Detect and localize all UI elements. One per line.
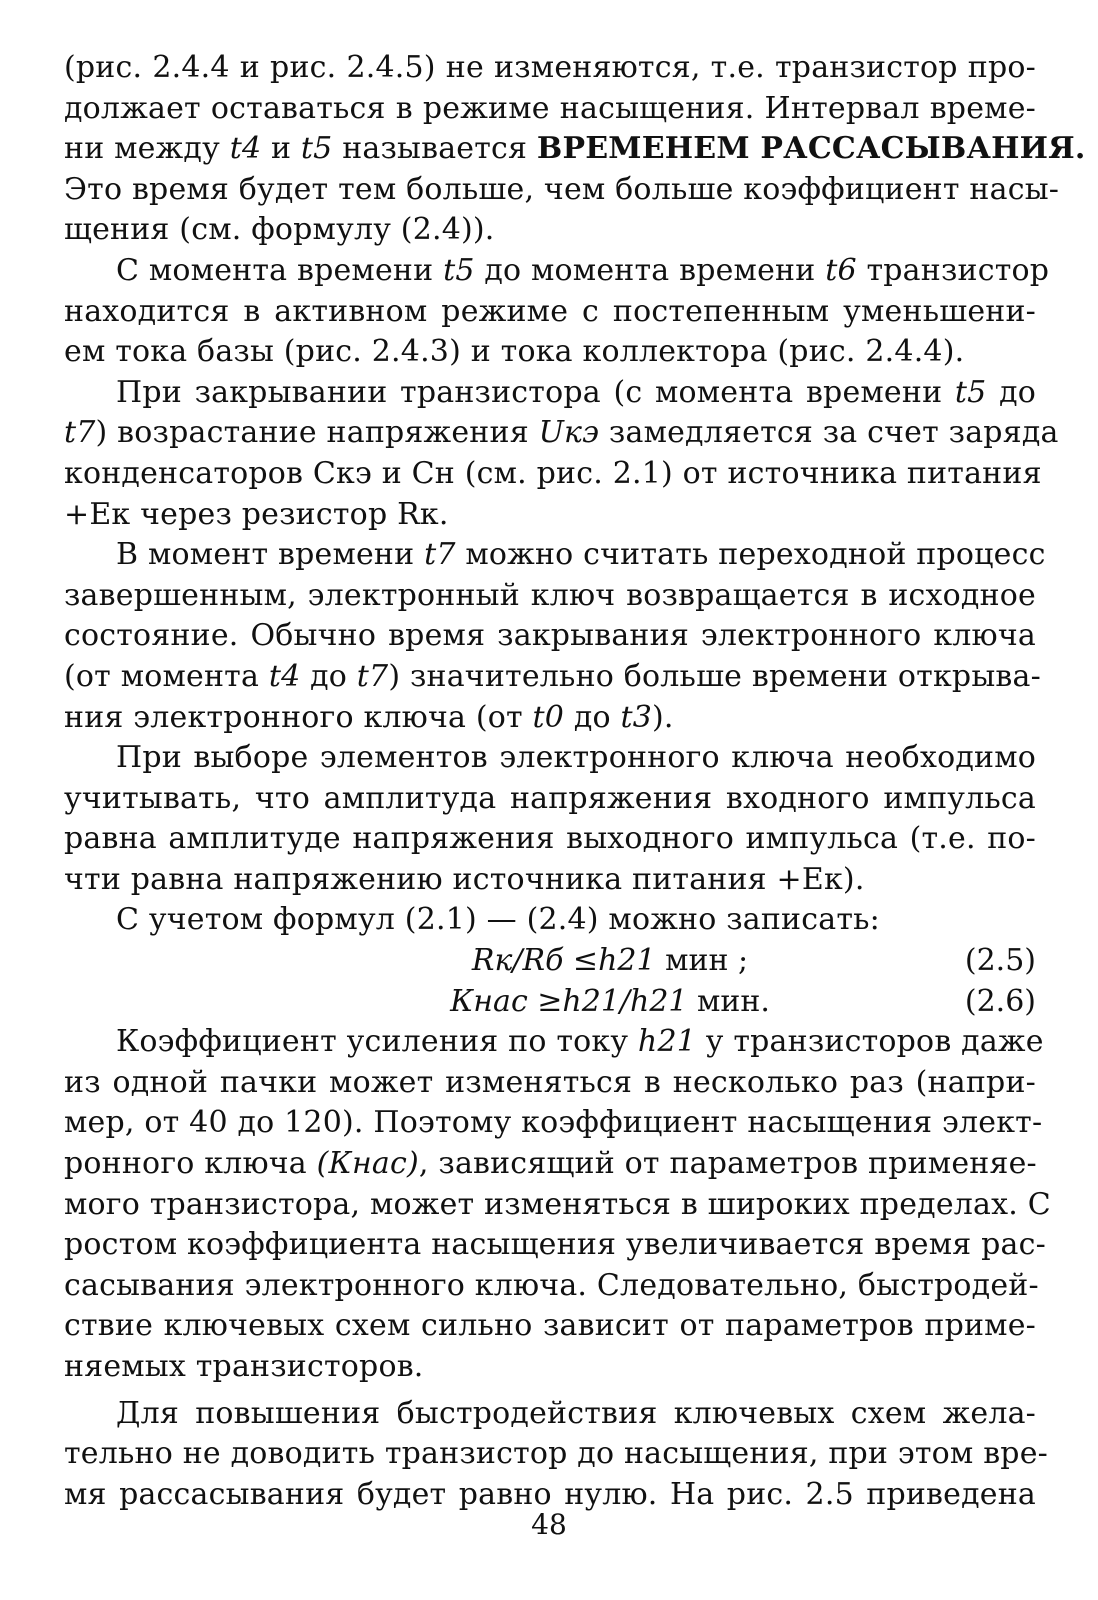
term-emphasis: ВРЕМЕНЕМ РАССАСЫВАНИЯ.	[536, 131, 1086, 167]
formula-2-6: Кнас ≥h21/h21 мин. (2.6)	[64, 982, 1036, 1023]
text-line: находится в активном режиме с постепенным уменьшени-	[64, 293, 1036, 329]
text-line: мер, от 40 до 120). Поэтому коэффициент насыщения элект-	[64, 1105, 1043, 1141]
text-line: тельно не доводить транзистор до насыщения, при этом вре-	[64, 1436, 1048, 1472]
text-line: В момент времени t7 можно считать переходной процесс	[116, 537, 1046, 573]
text-line: Коэффициент усиления по току h21 у транзисторов даже	[116, 1024, 1044, 1060]
text-line: няемых транзисторов.	[64, 1349, 424, 1384]
text-line: С учетом формул (2.1) — (2.4) можно записать:	[116, 902, 880, 938]
text-line: равна амплитуде напряжения выходного импульса (т.е. по-	[64, 821, 1036, 857]
text-line: должает оставаться в режиме насыщения. Интервал време-	[64, 90, 1036, 126]
text-line: (рис. 2.4.4 и рис. 2.4.5) не изменяются, т.е. транзистор про-	[64, 50, 1036, 85]
text-line: ния электронного ключа (от t0 до t3).	[64, 699, 674, 735]
text-line: завершенным, электронный ключ возвращается в исходное	[64, 577, 1036, 613]
formula-number: (2.5)	[964, 943, 1036, 979]
text-line: +Ек через резистор Rк.	[64, 496, 449, 532]
text-line: t7) возрастание напряжения Uкэ замедляется за счет заряда	[64, 415, 1059, 451]
text-line: состояние. Обычно время закрывания электронного ключа	[64, 618, 1036, 654]
text-line: С момента времени t5 до момента времени t6 транзистор	[116, 252, 1050, 288]
text-line: При закрывании транзистора (с момента времени t5 до	[116, 374, 1037, 410]
text-line: мя рассасывания будет равно нулю. На рис. 2.5 приведена	[64, 1476, 1036, 1512]
formula-number: (2.6)	[964, 983, 1036, 1019]
text-line: ронного ключа (Кнас), зависящий от параметров применяе-	[64, 1146, 1037, 1182]
text-line: учитывать, что амплитуда напряжения входного импульса	[64, 780, 1036, 816]
text-line: мого транзистора, может изменяться в широких пределах. С	[64, 1186, 1051, 1222]
text-line: ствие ключевых схем сильно зависит от параметров приме-	[64, 1308, 1036, 1344]
text-line: щения (см. формулу (2.4)).	[64, 212, 495, 248]
text-line: ростом коэффициента насыщения увеличивается время рас-	[64, 1227, 1046, 1263]
formula-2-5: Rк/Rб ≤h21 мин ; (2.5)	[64, 941, 1036, 982]
text-line: из одной пачки может изменяться в несколько раз (напри-	[64, 1064, 1036, 1100]
text-line: конденсаторов Скэ и Сн (см. рис. 2.1) от источника питания	[64, 455, 1042, 491]
text-line: Для повышения быстродействия ключевых схем жела-	[116, 1395, 1036, 1431]
text-line: ем тока базы (рис. 2.4.3) и тока коллектора (рис. 2.4.4).	[64, 334, 965, 370]
text-line: (от момента t4 до t7) значительно больше времени открыва-	[64, 658, 1041, 694]
text-line: сасывания электронного ключа. Следовательно, быстродей-	[64, 1267, 1039, 1303]
text-line: Это время будет тем больше, чем больше коэффициент насы-	[64, 171, 1060, 207]
page-number: 48	[531, 1508, 567, 1541]
text-line: При выборе элементов электронного ключа необходимо	[116, 740, 1036, 776]
text-line: чти равна напряжению источника питания +Ек).	[64, 861, 865, 897]
text-line: ни между t4 и t5 называется ВРЕМЕНЕМ РАССАСЫВАНИЯ.	[64, 131, 1086, 167]
